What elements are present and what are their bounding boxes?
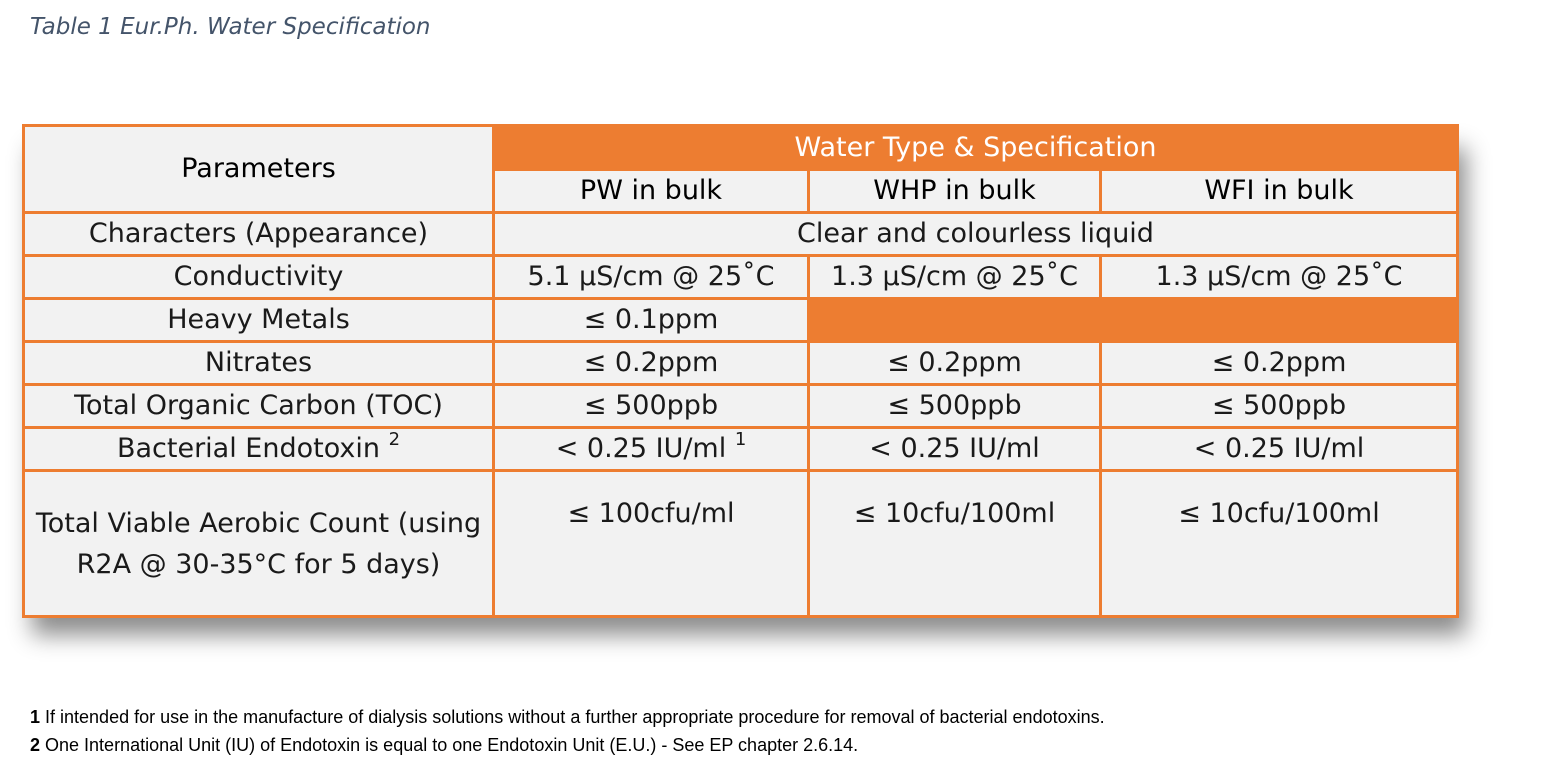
param-cell: Heavy Metals [24,299,494,342]
water-spec-table-container [22,124,1456,611]
table-row [24,256,1458,299]
param-cell: Conductivity [24,256,494,299]
value-cell: ≤ 0.2ppm [1101,342,1458,385]
value-cell: 5.1 µS/cm @ 25˚C [494,256,809,299]
param-cell: Total Organic Carbon (TOC) [24,385,494,428]
pw-header: PW in bulk [494,170,809,213]
param-cell: Characters (Appearance) [24,213,494,256]
value-cell: ≤ 0.2ppm [809,342,1101,385]
not-applicable-cell [809,299,1458,342]
value-cell: 1.3 µS/cm @ 25˚C [809,256,1101,299]
value-cell [494,428,809,471]
header-row [24,126,1458,170]
table-row [24,471,1458,617]
table-row [24,342,1458,385]
table-row [24,428,1458,471]
value-cell: ≤ 0.1ppm [494,299,809,342]
table-row [24,213,1458,256]
value-cell: 1.3 µS/cm @ 25˚C [1101,256,1458,299]
footnote-number: 2 [30,735,41,755]
table-caption: Table 1 Eur.Ph. Water Specification [30,14,431,40]
param-cell: Nitrates [24,342,494,385]
value-cell: ≤ 500ppb [494,385,809,428]
value-cell: ≤ 100cfu/ml [494,471,809,617]
water-spec-table [22,124,1459,618]
footnote-ref: 1 [734,429,747,450]
wfi-header: WFI in bulk [1101,170,1458,213]
value-cell: ≤ 10cfu/100ml [809,471,1101,617]
parameters-header: Parameters [24,126,494,213]
footnotes [30,703,1105,759]
footnote [30,731,1105,759]
footnote-ref: 2 [388,429,401,450]
param-label: Bacterial Endotoxin [116,433,380,464]
footnote [30,703,1105,731]
param-cell [24,428,494,471]
value-cell: ≤ 500ppb [1101,385,1458,428]
footnote-number: 1 [30,707,41,727]
value-cell: ≤ 10cfu/100ml [1101,471,1458,617]
table-row [24,299,1458,342]
value-cell: ≤ 500ppb [809,385,1101,428]
value-cell: ≤ 0.2ppm [494,342,809,385]
footnote-text: One International Unit (IU) of Endotoxin is equal to one Endotoxin Unit (E.U.) - See EP chapter 2.6.14. [40,735,859,755]
table-row [24,385,1458,428]
value-label: < 0.25 IU/ml [555,433,727,464]
footnote-text: If intended for use in the manufacture of dialysis solutions without a further appropriate procedure for removal of bacterial endotoxins. [40,707,1105,727]
value-cell: < 0.25 IU/ml [809,428,1101,471]
value-cell: < 0.25 IU/ml [1101,428,1458,471]
whp-header: WHP in bulk [809,170,1101,213]
param-cell: Total Viable Aerobic Count (using R2A @ 30-35°C for 5 days) [24,471,494,617]
water-type-header: Water Type & Specification [494,126,1458,170]
value-cell-merged: Clear and colourless liquid [494,213,1458,256]
